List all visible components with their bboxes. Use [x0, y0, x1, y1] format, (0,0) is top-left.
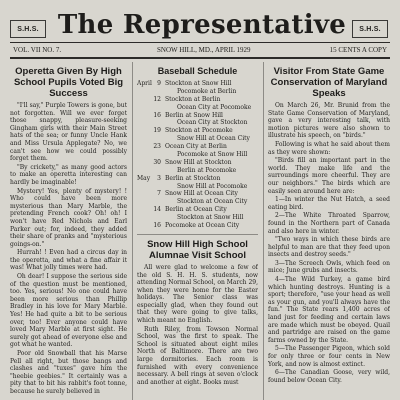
article-paragraph: Poor old Snowball that his Marse Pell all right, but those bangs and clashes and "tuxes" gave him the "heebie geebies." It certainly was a pity that to bit his rabbit's foot tonne, because he surely believed in: [10, 350, 127, 395]
schedule-row: [137, 127, 258, 135]
baseball-schedule: [137, 80, 258, 230]
article-paragraph: 6—The Canadian Goose, very wild, found below Ocean City.: [268, 369, 390, 384]
article-paragraph: Mystery! Yes, plenty of mystery! ! Who could have been more mysterious than Mary Marble, the pretending French cook? Oh! oh! I won't have Red Nichols and Earl Parker out; for, indeed, they added their share of pranks and "mysterious goings-on.": [10, 187, 127, 248]
schedule-row: [137, 119, 258, 127]
schedule-month: April: [137, 80, 152, 87]
article-paragraph: On March 26, Mr. Brunid from the State Game Conservation of Maryland, gave a very interesting talk, with motion pictures were also shown to illustrate his speech, on "birds.": [268, 102, 390, 140]
schedule-game: Berlin at Pocomoke: [177, 166, 237, 174]
schedule-row: [137, 151, 258, 159]
article-paragraph: Following is what he said about them as they were shown:: [268, 140, 390, 156]
column-rule-2: [263, 62, 264, 400]
schedule-game: Berlin at Ocean City: [165, 206, 227, 214]
schedule-game: Stockton at Pocomoke: [165, 127, 233, 135]
schedule-day: 16: [153, 111, 161, 119]
place-and-date: SNOW HILL, MD., APRIL 1929: [157, 46, 251, 54]
column-operetta: [10, 62, 127, 400]
article-paragraph: 5—The Passenger Pigeon, which sold for only three or four cents in New York, and now is almost extinct.: [268, 345, 390, 368]
schedule-row: [137, 190, 258, 198]
column-rule-1: [132, 62, 133, 400]
schedule-game: Ocean City at Pocomoke: [177, 103, 252, 111]
schedule-day: 23: [153, 143, 161, 151]
operetta-headline: Operetta Given By High School Pupils Voted Big Success: [13, 66, 124, 99]
schedule-row: [137, 214, 258, 222]
schedule-row: [137, 135, 258, 143]
schedule-game: Ocean City at Berlin: [165, 143, 227, 151]
schedule-day: 12: [153, 95, 161, 103]
schedule-game: Pocomoke at Snow Hill: [177, 151, 248, 159]
visitor-headline: Visitor From State Game Conservation of Maryland Speaks: [270, 66, 388, 99]
baseball-schedule-headline: Baseball Schedule: [157, 66, 238, 76]
masthead-title: The Representative: [57, 10, 347, 40]
schedule-row: [137, 80, 258, 88]
column-game-conservation: [268, 62, 390, 400]
schedule-game: Snow Hill at Ocean City: [177, 135, 250, 143]
schedule-row: [137, 167, 258, 175]
schedule-day: 16: [153, 222, 161, 230]
article-paragraph: Ruth Riley, from Towson Normal School, was the first to speak. The School is situated about eight miles North of Baltimore. There are two large dormitories. Each room is furnished with every convenience necessary. A bell rings at seven o'clock and another at eight. Books must: [137, 325, 258, 386]
schedule-row: [137, 96, 258, 104]
schedule-day: 14: [153, 206, 161, 214]
schedule-game: Berlin at Snow Hill: [165, 111, 223, 119]
schedule-game: Snow Hill at Stockton: [165, 158, 232, 166]
masthead-corner-right: S.H.S.: [352, 20, 388, 38]
schedule-row: [137, 143, 258, 151]
schedule-row: [137, 88, 258, 96]
section-divider: [137, 234, 258, 235]
schedule-game: Pocomoke at Ocean City: [165, 222, 240, 230]
schedule-row: [137, 206, 258, 214]
schedule-row: [137, 159, 258, 167]
article-paragraph: "Birds fill an important part in the world. They make life and the surroundings more cheerful. They are our neighbors." The birds which are easily seen around here are:: [268, 157, 390, 195]
article-paragraph: 1—In winter the Nut Hatch, a seed eating bird.: [268, 196, 390, 211]
visitor-article-body: [268, 102, 390, 384]
schedule-game: Stockton at Snow Hill: [177, 214, 244, 222]
alumnae-headline: Snow Hill High School Alumnae Visit School: [147, 238, 248, 261]
article-paragraph: Oh dear! I suppose the serious side of the question must be mentioned, too. Yes, serious! No one could have been more serious than Phillip Bradley in his love for Mary Marble. Yes! He had quite a bit to be serious over, too! Ever anyone could have loved Mary Marble at first sight. He surely got ahead of everyone else and got what he wanted.: [10, 273, 127, 349]
schedule-game: Snow Hill at Ocean City: [165, 190, 238, 198]
volume-number: VOL. VII NO. 7.: [13, 46, 62, 54]
article-paragraph: "I'll say," Purple Towers is gone, but not forgotten. Will we ever forget those snappy, pleasure-seeking Gingham girls with their Main Street hats of the sea; or funny Uncle Hank and Miss Ursula Applegate? No, we can't see how we could possibly forget them.: [10, 102, 127, 163]
schedule-row: [137, 183, 258, 191]
schedule-game: Stockton at Berlin: [165, 95, 221, 103]
issue-price: 15 CENTS A COPY: [329, 46, 387, 54]
schedule-row: [137, 104, 258, 112]
article-paragraph: All were glad to welcome a few of the old S. H. H. S. students, now attending Normal School, on March 29, when they were home for the Easter holidays. The Senior class was especially glad, when they found out that they were going to give talks, which meant no English.: [137, 263, 258, 325]
schedule-row: [137, 222, 258, 230]
schedule-game: Pocomoke at Berlin: [177, 87, 237, 95]
schedule-day: 30: [153, 158, 161, 166]
schedule-game: Stockton at Snow Hill: [165, 80, 232, 87]
article-paragraph: 2—The White Throated Sparrow, found in the Northern part of Canada and also here in winter.: [268, 212, 390, 235]
alumnae-article-body: [137, 264, 258, 387]
schedule-month: May: [137, 174, 151, 182]
schedule-game: Berlin at Stockton: [165, 174, 221, 182]
schedule-day: 9: [157, 80, 161, 87]
schedule-row: [137, 175, 258, 183]
schedule-game: Snow Hill at Pocomoke: [177, 182, 248, 190]
article-paragraph: 3—The Screech Owls, which feed on mice; June grubs and insects.: [268, 259, 390, 275]
column-baseball-alumnae: [137, 62, 258, 400]
article-paragraph: Hurrah! ! Even had a circus day in the operetta, and what a fine affair it was! What jolly times were had.: [10, 249, 127, 272]
schedule-row: [137, 198, 258, 206]
operetta-article-body: [10, 102, 127, 396]
schedule-row: [137, 112, 258, 120]
article-paragraph: 4—The Wild Turkey, a game bird which hunting destroys. Hunting is a sport; therefore, "use your head as well as your gun, and you'll always have the fun." The State rears 1,400 acres of land just for feeding and certain laws are made which must be obeyed. Quail and partridge are raised on the game farms owned by the State.: [268, 276, 390, 344]
article-paragraph: "By crickety," as many good actors to make an operetta interesting can hardly be imaginable!: [10, 163, 127, 186]
schedule-day: 19: [153, 127, 161, 135]
dateline: [10, 42, 390, 59]
schedule-game: Ocean City at Stockton: [177, 119, 248, 127]
article-paragraph: "Two ways in which these birds are helpful to man are that they feed upon insects and destroy seeds.": [268, 236, 390, 259]
masthead-corner-left: S.H.S.: [10, 20, 46, 38]
schedule-game: Stockton at Ocean City: [177, 198, 248, 206]
schedule-day: 3: [157, 174, 161, 182]
schedule-day: 7: [157, 190, 161, 198]
